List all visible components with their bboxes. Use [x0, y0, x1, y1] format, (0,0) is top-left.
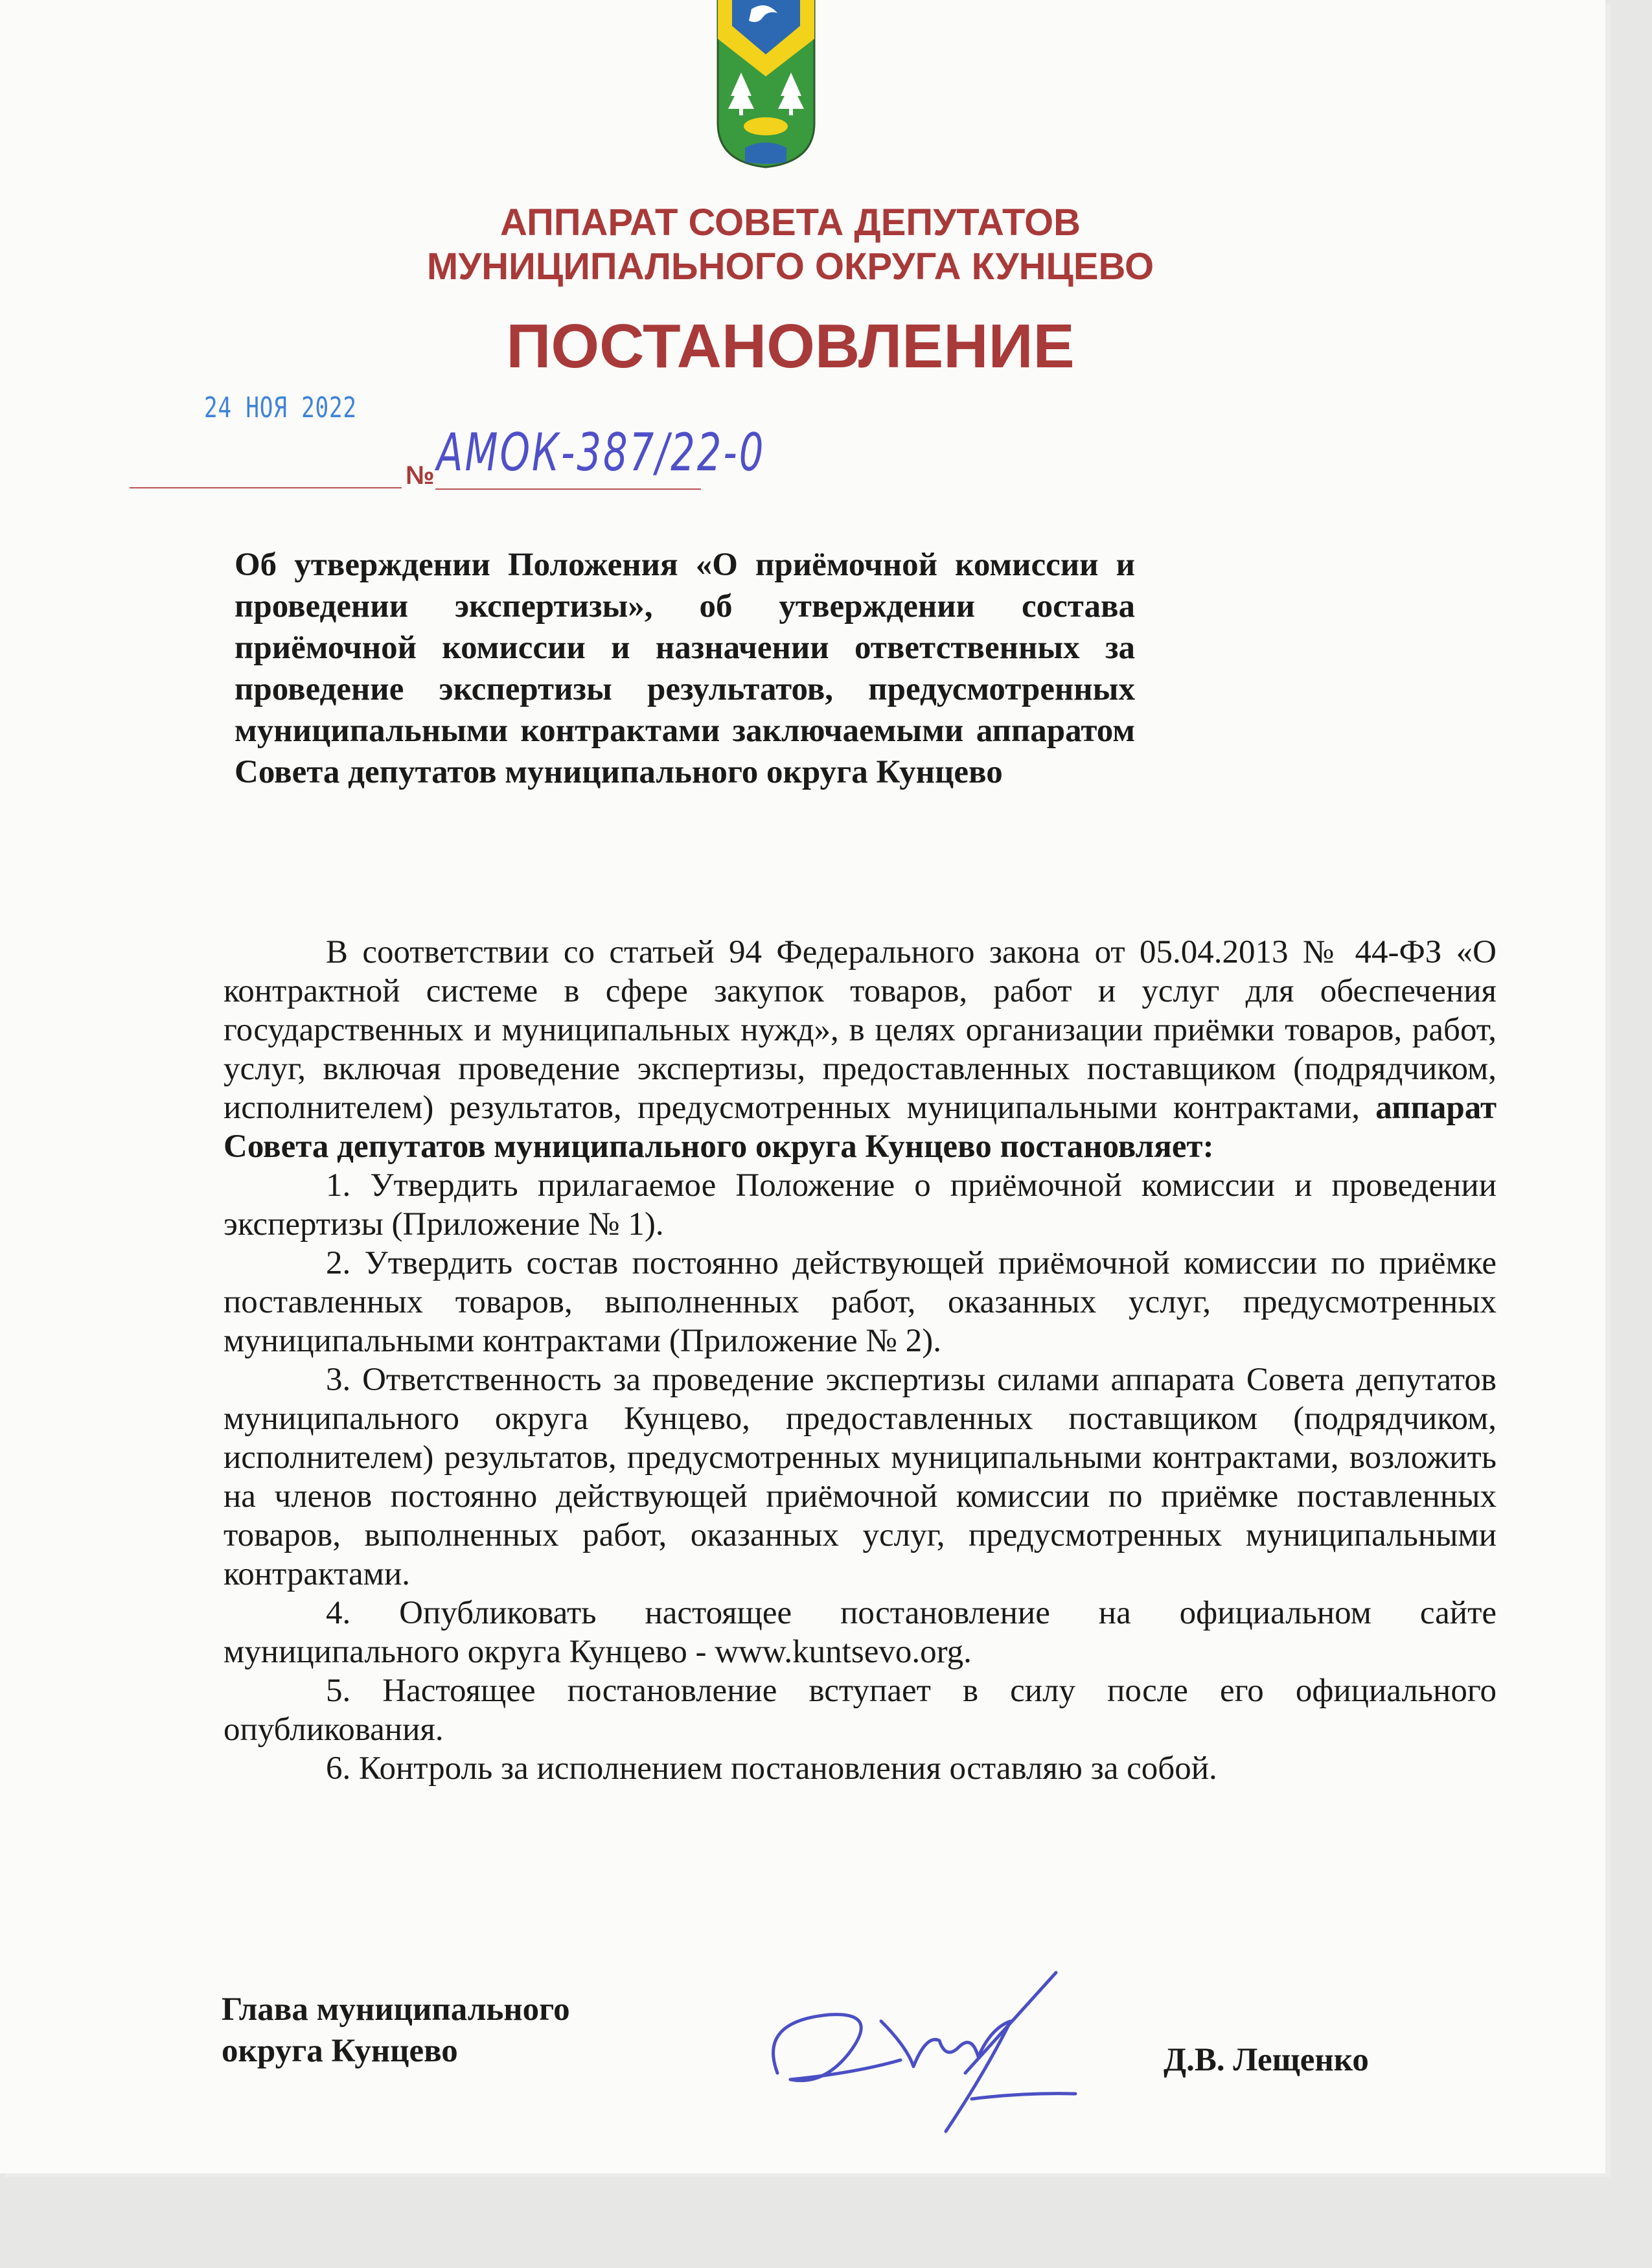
- clause-3: 3. Ответственность за проведение экспертизы силами аппарата Совета депутатов муниципального округа Кунцево, предоставленных поставщиком (подрядчиком, исполнителем) результатов, предусмотренных муниципальными контрактами, возложить на членов постоянно действующей приёмочной комиссии по приёмке поставленных товаров, выполненных работ, оказанных услуг, предусмотренных муниципальными контрактами.: [224, 1362, 1497, 1592]
- organization-name-line-2: МУНИЦИПАЛЬНОГО ОКРУГА КУНЦЕВО: [426, 246, 1154, 288]
- organization-name-line-1: АППАРАТ СОВЕТА ДЕПУТАТОВ: [500, 201, 1081, 244]
- preamble-resolution: аппарат Совета депутатов муниципального округа Кунцево постановляет:: [224, 1090, 1497, 1165]
- number-underline: [435, 488, 701, 490]
- clause-5: 5. Настоящее постановление вступает в силу после его официального опубликования.: [224, 1673, 1497, 1748]
- number-sign: №: [406, 461, 435, 490]
- document-subject: Об утверждении Положения «О приёмочной комиссии и проведении экспертизы», об утверждении состава приёмочной комиссии и назначении ответственных за проведение экспертизы результатов, предусмотренных муниципальными контрактами заключаемыми аппаратом Совета депутатов муниципального округа Кунцево: [235, 547, 1135, 790]
- clause-6: 6. Контроль за исполнением постановления оставляю за собой.: [326, 1750, 1217, 1787]
- clause-4: 4. Опубликовать настоящее постановление на официальном сайте муниципального округа Кунцево - www.kuntsevo.org.: [224, 1595, 1497, 1670]
- signer-position-line-2: округа Кунцево: [222, 2033, 458, 2069]
- coat-of-arms-icon: [713, 0, 820, 168]
- signer-position-line-1: Глава муниципального: [222, 1991, 570, 2028]
- preamble-paragraph: [224, 933, 1497, 1166]
- date-stamp: 24 НОЯ 2022: [204, 391, 357, 424]
- preamble-text: В соответствии со статьей 94 Федерального закона от 05.04.2013 № 44-ФЗ «О контрактной системе в сфере закупок товаров, работ и услуг для обеспечения государственных и муниципальных нужд», в целях организации приёмки товаров, работ, услуг, включая проведение экспертизы, предоставленных поставщиком (подрядчиком, исполнителем) результатов, предусмотренных муниципальными контрактами,: [224, 934, 1497, 1126]
- clause-1: 1. Утвердить прилагаемое Положение о приёмочной комиссии и проведении экспертизы (Приложение № 1).: [224, 1167, 1497, 1243]
- organization-name: [304, 201, 1276, 289]
- document-type-title: ПОСТАНОВЛЕНИЕ: [506, 312, 1075, 381]
- handwritten-document-number: АМОК-387/22-0: [437, 422, 766, 483]
- clause-2: 2. Утвердить состав постоянно действующей приёмочной комиссии по приёмке поставленных товаров, выполненных работ, оказанных услуг, предусмотренных муниципальными контрактами (Приложение № 2).: [224, 1245, 1497, 1359]
- document-body: [224, 933, 1497, 1788]
- signer-position: [222, 1989, 570, 2072]
- signer-name: Д.В. Лещенко: [1164, 2042, 1369, 2078]
- date-underline: [130, 487, 402, 488]
- handwritten-signature: [751, 1943, 1114, 2144]
